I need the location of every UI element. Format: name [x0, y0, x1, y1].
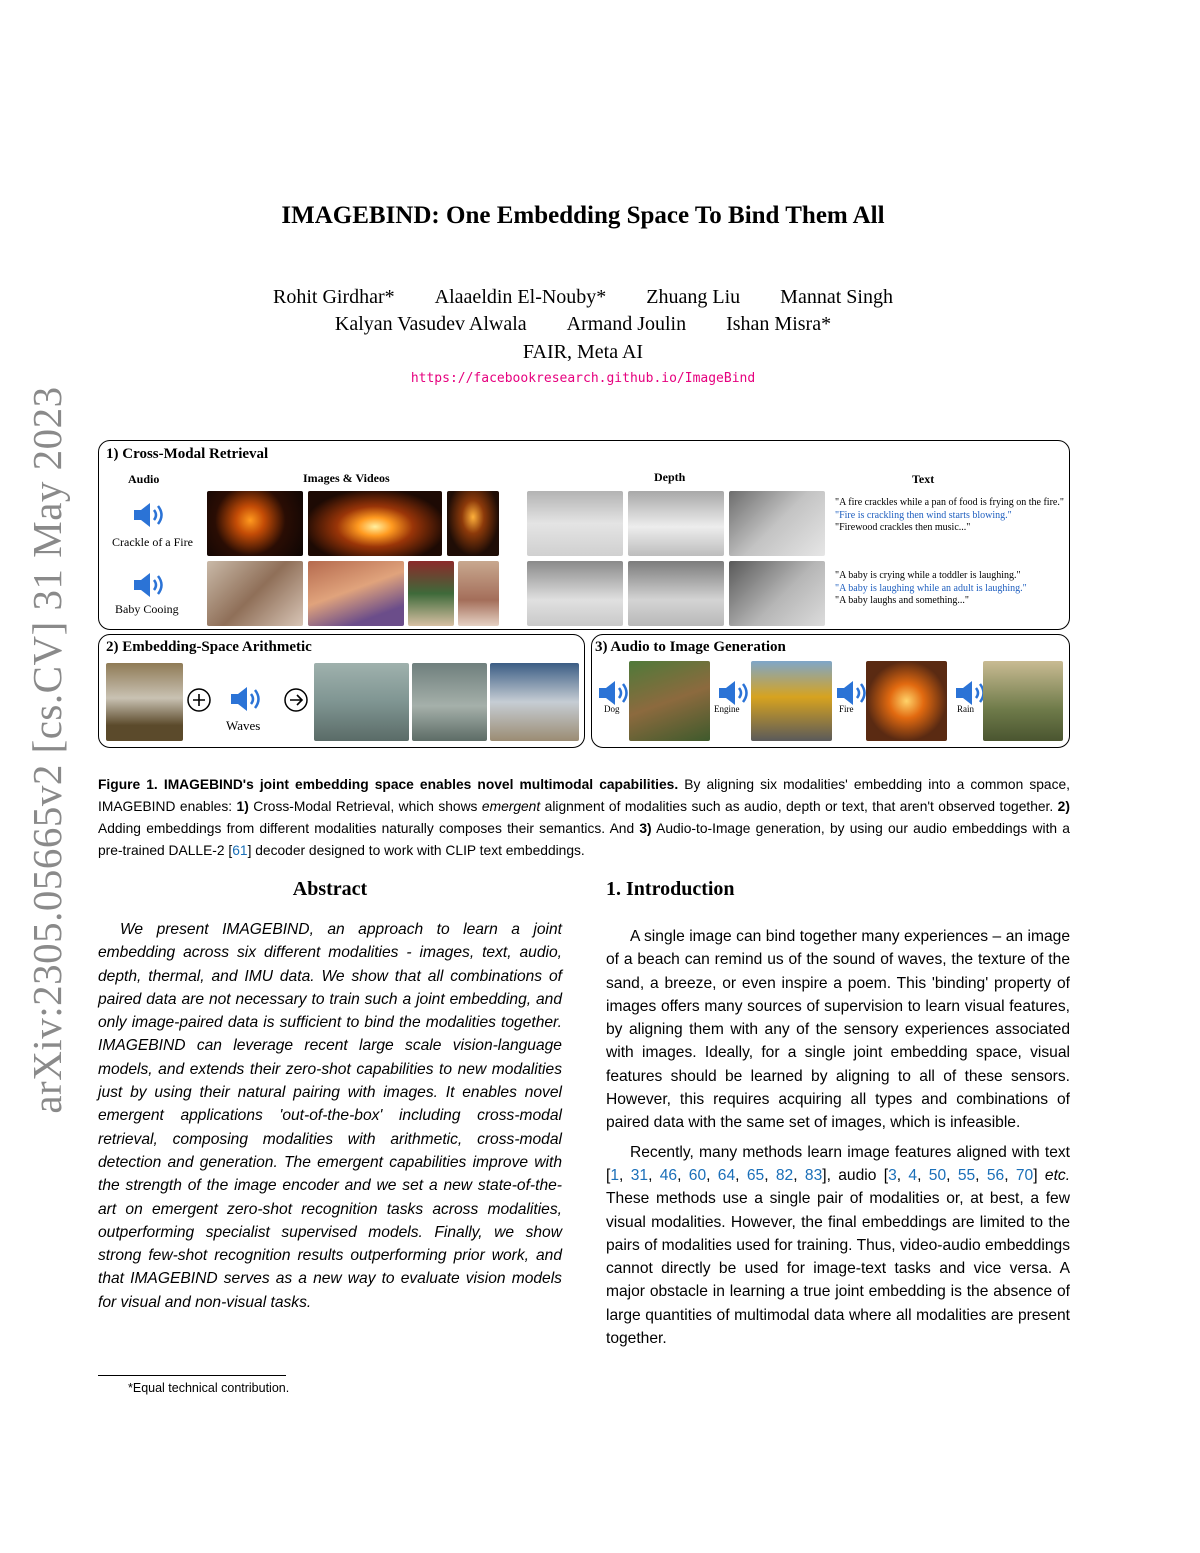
citation-link[interactable]: 4 [908, 1166, 918, 1184]
method-name: IMAGEBIND [98, 1037, 186, 1055]
citation-link[interactable]: 82 [775, 1166, 794, 1184]
citation-link[interactable]: 60 [688, 1166, 707, 1184]
introduction-heading: 1. Introduction [606, 878, 735, 900]
column-images-header: Images & Videos [303, 471, 390, 485]
caption-bold: IMAGEBIND's joint embedding space enables novel multimodal capabilities. [163, 777, 679, 792]
figure-caption [98, 774, 1070, 862]
baby-image [308, 561, 404, 626]
citation-link[interactable]: 56 [986, 1166, 1005, 1184]
audio-label-dog: Dog [604, 704, 620, 714]
abstract-text: serves as a new way to evaluate vision models for visual and non-visual tasks. [98, 1270, 562, 1311]
retrieved-caption: "A baby is crying while a toddler is laughing." [835, 570, 1021, 581]
affiliation: FAIR, Meta AI [522, 341, 644, 363]
dog-image [629, 661, 710, 741]
caption-text: Cross-Modal Retrieval, which shows [253, 799, 478, 814]
footnote-rule [98, 1375, 286, 1376]
fire-image [207, 491, 303, 556]
caption-method-name: IMAGEBIND [98, 799, 176, 814]
row-1-audio-label: Crackle of a Fire [112, 535, 193, 549]
citation-link[interactable]: 1 [610, 1166, 620, 1184]
baby-image [458, 561, 499, 626]
figure-label: Figure 1. [98, 777, 158, 792]
depth-map-image [527, 561, 623, 626]
citation-link[interactable]: 83 [804, 1166, 823, 1184]
intro-paragraph-2 [606, 1141, 1070, 1351]
caption-text: ] decoder designed to work with CLIP text embeddings. [247, 843, 585, 858]
method-name: IMAGEBIND [222, 921, 310, 938]
waves-label: Waves [226, 718, 261, 733]
rainy-forest-image [983, 661, 1063, 741]
paper-title: IMAGEBIND: One Embedding Space To Bind Them All [281, 202, 885, 229]
arxiv-id-text: arXiv:2305.05665v2 [cs.CV] 31 May 2023 [24, 386, 70, 1114]
citation-link[interactable]: 50 [928, 1166, 947, 1184]
column-audio-header: Audio [128, 472, 160, 486]
abstract-text: , an approach to learn a joint embedding across six different modalities - images, text, audio, depth, thermal, and IMU data. We show that all combinations of paired data are not necessary to train such a joint embedding, and only image-paired data is sufficient to bind the modalities together. [98, 921, 562, 1032]
intro-text: These methods use a single pair of modalities or, at best, a few visual modalities. However, the final embeddings are limited to the pairs of modalities used for training. Thus, video-audio embeddings cannot directly be used for image-text tasks and vice versa. A major obstacle in learning a true joint embedding is the absence of large quantities of multimodal data where all modalities are present together. [606, 1190, 1070, 1348]
retrieved-text-row-2 [835, 570, 1065, 608]
retrieved-caption: "A baby laughs and something..." [835, 595, 969, 606]
plus-icon [186, 687, 212, 713]
caption-number: 3) [639, 821, 652, 836]
abstract-body [98, 918, 562, 1314]
intro-text: ], audio [ [822, 1166, 889, 1184]
citation-link[interactable]: 61 [232, 843, 248, 858]
abstract-text: can leverage recent large scale vision-language models, and extends their zero-shot capabilities to new modalities just by using their natural pairing with images. It enables novel emergent applications 'out-of-the-box' including cross-modal retrieval, composing modalities with arithmetic, cross-modal detection and generation. The emergent capabilities improve with the strength of the image encoder and we set a new state-of-the-art on emergent zero-shot recognition tasks across modalities, outperforming specialist supervised models. Finally, we show strong few-shot recognition results outperforming prior work, and that [98, 1037, 562, 1288]
caption-number: 2) [1057, 799, 1070, 814]
footnote: *Equal technical contribution. [128, 1381, 290, 1395]
bird-on-beach-image [490, 663, 579, 741]
caption-text: enables: [179, 799, 233, 814]
audio-label-engine: Engine [714, 704, 740, 714]
speaker-icon[interactable] [131, 500, 169, 530]
abstract-heading: Abstract [292, 878, 368, 900]
intro-text: Recently, many methods learn image features aligned with text [ [606, 1143, 1070, 1184]
fire-image [447, 491, 499, 556]
depth-map-image [628, 561, 724, 626]
citation-link[interactable]: 46 [659, 1166, 678, 1184]
row-2-audio-label: Baby Cooing [115, 602, 179, 616]
retrieved-caption: "A fire crackles while a pan of food is frying on the fire." [835, 497, 1064, 508]
citation-list-audio: 3, 4, 50, 55, 56, 70 [888, 1166, 1034, 1184]
citation-link[interactable]: 3 [888, 1166, 897, 1184]
campfire-image [866, 661, 947, 741]
bird-on-beach-image [314, 663, 409, 741]
speaker-icon[interactable] [228, 684, 266, 714]
truck-image [751, 661, 832, 741]
method-name: IMAGEBIND [130, 1270, 218, 1288]
authors-line-2: Kalyan Vasudev Alwala Armand Joulin Ishan Misra* [334, 313, 832, 335]
citation-link[interactable]: 31 [630, 1166, 649, 1184]
citation-link[interactable]: 55 [957, 1166, 976, 1184]
caption-text: By aligning six modalities' embedding into a common space, [684, 777, 1070, 792]
caption-emphasis: emergent [481, 799, 541, 814]
baby-image [207, 561, 303, 626]
intro-emphasis: etc. [1044, 1166, 1071, 1184]
baby-image [408, 561, 454, 626]
arxiv-sidebar-stamp [22, 386, 72, 1114]
caption-text: alignment of modalities such as audio, depth or text, that aren't observed together. [544, 799, 1054, 814]
project-url-link[interactable]: https://facebookresearch.github.io/ImageBind [410, 371, 756, 386]
citation-link[interactable]: 70 [1015, 1166, 1034, 1184]
column-text-header: Text [912, 472, 935, 486]
caption-number: 1) [236, 799, 249, 814]
retrieved-text-row-1 [835, 497, 1065, 535]
citation-list-text: 1, 31, 46, 60, 64, 65, 82, 83 [610, 1166, 823, 1184]
fire-image [308, 491, 442, 556]
arrow-right-icon [283, 687, 309, 713]
depth-map-image [527, 491, 623, 556]
intro-text: ] [1033, 1166, 1038, 1184]
retrieved-caption: "Fire is crackling then wind starts blowing." [835, 509, 1012, 521]
citation-link[interactable]: 64 [717, 1166, 736, 1184]
speaker-icon[interactable] [131, 570, 169, 600]
authors-line-1: Rohit Girdhar* Alaaeldin El-Nouby* Zhuang Liu Mannat Singh [273, 286, 893, 308]
panel-2-title: 2) Embedding-Space Arithmetic [106, 639, 312, 655]
depth-map-image [729, 491, 825, 556]
panel-1-title: 1) Cross-Modal Retrieval [106, 446, 269, 462]
depth-map-image [628, 491, 724, 556]
column-depth-header: Depth [654, 470, 686, 484]
bird-image [106, 663, 183, 741]
abstract-text: We present [120, 921, 209, 938]
audio-label-rain: Rain [957, 704, 974, 714]
bird-on-beach-image [412, 663, 487, 741]
audio-label-fire: Fire [839, 704, 854, 714]
caption-text: Audio-to-Image generation, by using our audio embeddings with a pre-trained DALLE-2 [ [98, 821, 1070, 858]
panel-3-title: 3) Audio to Image Generation [595, 639, 786, 655]
retrieved-caption: "A baby is laughing while an adult is laughing." [835, 582, 1027, 594]
retrieved-caption: "Firewood crackles then music..." [835, 522, 971, 533]
caption-text: Adding embeddings from different modalities naturally composes their semantics. And [98, 821, 635, 836]
depth-map-image [729, 561, 825, 626]
citation-link[interactable]: 65 [746, 1166, 765, 1184]
introduction-body [606, 925, 1070, 1350]
intro-paragraph-1: A single image can bind together many experiences – an image of a beach can remind us of the sound of waves, the texture of the sand, a breeze, or even inspire a poem. This 'binding' property of images offers many sources of supervision to learn visual features, by aligning them with any of the sensory experiences associated with images. Ideally, for a single joint embedding space, visual features should be learned by aligning to all of these sensors. However, this requires acquiring all types and combinations of paired data with the same set of images, which is infeasible. [606, 928, 1070, 1132]
